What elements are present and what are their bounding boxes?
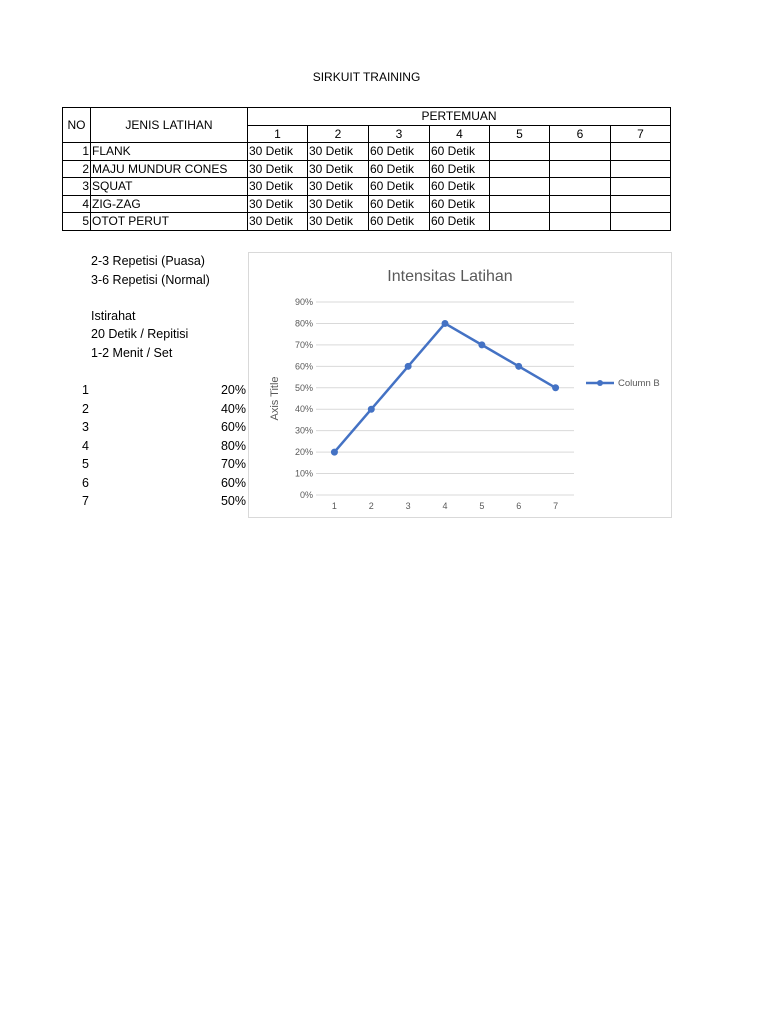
duration-cell: 60 Detik — [430, 143, 490, 161]
duration-cell: 30 Detik — [248, 160, 308, 178]
pertemuan-number: 2 — [308, 125, 369, 143]
no-header: NO — [63, 108, 91, 143]
duration-cell: 30 Detik — [308, 160, 369, 178]
duration-cell: 60 Detik — [369, 143, 430, 161]
x-tick-label: 1 — [331, 501, 337, 511]
note-istirahat: Istirahat — [91, 309, 136, 323]
y-tick-label: 60% — [294, 361, 313, 372]
intensity-level-value: 80% — [220, 438, 246, 453]
y-tick-label: 0% — [299, 490, 313, 500]
jenis-latihan-header: JENIS LATIHAN — [91, 108, 248, 143]
data-point — [368, 406, 374, 412]
y-tick-label: 30% — [294, 425, 313, 436]
intensity-chart[interactable] — [248, 252, 672, 518]
pertemuan-number: 7 — [611, 125, 671, 143]
data-point — [553, 385, 559, 391]
y-tick-label: 70% — [294, 339, 313, 350]
duration-cell: 30 Detik — [308, 213, 369, 231]
x-tick-label: 3 — [405, 501, 411, 511]
table-row — [63, 178, 671, 196]
intensity-level-value: 50% — [220, 494, 246, 508]
duration-cell — [490, 178, 550, 196]
duration-cell: 60 Detik — [369, 160, 430, 178]
pertemuan-number: 4 — [430, 125, 490, 143]
duration-cell: 30 Detik — [308, 195, 369, 213]
exercise-name: MAJU MUNDUR CONES — [91, 160, 248, 178]
note-menit-set: 1-2 Menit / Set — [91, 346, 173, 360]
duration-cell — [550, 195, 611, 213]
duration-cell — [550, 213, 611, 231]
legend-label: Column B — [618, 378, 660, 389]
pertemuan-number: 5 — [490, 125, 550, 143]
row-number: 1 — [63, 143, 91, 161]
exercise-name: FLANK — [91, 143, 248, 161]
intensity-level-value: 40% — [220, 401, 246, 416]
exercise-name: ZIG-ZAG — [91, 195, 248, 213]
intensity-level-number: 1 — [82, 383, 89, 397]
note-rep-normal: 3-6 Repetisi (Normal) — [91, 273, 210, 287]
row-number: 4 — [63, 195, 91, 213]
duration-cell — [611, 160, 671, 178]
row-number: 5 — [63, 213, 91, 231]
note-detik-repitisi: 20 Detik / Repitisi — [91, 327, 189, 341]
intensity-level-number: 5 — [82, 457, 89, 471]
intensity-level-number: 7 — [82, 494, 89, 508]
duration-cell: 60 Detik — [369, 213, 430, 231]
intensity-level-value: 20% — [220, 383, 246, 397]
header-row-1 — [63, 108, 671, 126]
page-title: SIRKUIT TRAINING — [312, 70, 421, 84]
data-point — [405, 363, 411, 369]
duration-cell — [611, 143, 671, 161]
duration-cell: 60 Detik — [369, 178, 430, 196]
intensity-level-number: 6 — [82, 475, 89, 490]
duration-cell — [550, 143, 611, 161]
intensity-level-value: 60% — [220, 475, 246, 490]
duration-cell — [490, 213, 550, 231]
duration-cell: 60 Detik — [430, 213, 490, 231]
legend-marker — [597, 380, 603, 386]
chart-title: Intensitas Latihan — [387, 268, 513, 285]
chart-svg — [249, 253, 671, 517]
data-point — [516, 363, 522, 369]
intensity-level-number: 3 — [82, 420, 89, 434]
duration-cell — [611, 195, 671, 213]
x-tick-label: 7 — [553, 501, 559, 511]
data-point — [331, 449, 337, 455]
x-tick-label: 5 — [479, 501, 485, 511]
duration-cell: 60 Detik — [369, 195, 430, 213]
exercise-name: SQUAT — [91, 178, 248, 196]
duration-cell — [490, 160, 550, 178]
y-tick-label: 50% — [294, 382, 313, 393]
duration-cell — [490, 195, 550, 213]
exercise-name: OTOT PERUT — [91, 213, 248, 231]
intensity-level-number: 4 — [82, 438, 89, 453]
duration-cell — [550, 160, 611, 178]
intensity-level-number: 2 — [82, 401, 89, 416]
y-tick-label: 80% — [294, 318, 313, 329]
row-number: 2 — [63, 160, 91, 178]
duration-cell: 30 Detik — [248, 143, 308, 161]
pertemuan-number: 6 — [550, 125, 611, 143]
duration-cell: 60 Detik — [430, 178, 490, 196]
data-point — [442, 320, 448, 326]
duration-cell: 60 Detik — [430, 195, 490, 213]
row-number: 3 — [63, 178, 91, 196]
data-point — [479, 342, 485, 348]
duration-cell: 30 Detik — [308, 143, 369, 161]
duration-cell — [611, 178, 671, 196]
duration-cell: 30 Detik — [248, 213, 308, 231]
duration-cell: 30 Detik — [248, 178, 308, 196]
pertemuan-number: 1 — [248, 125, 308, 143]
table-row — [63, 160, 671, 178]
duration-cell — [550, 178, 611, 196]
duration-cell — [490, 143, 550, 161]
duration-cell: 60 Detik — [430, 160, 490, 178]
x-tick-label: 4 — [442, 501, 448, 511]
pertemuan-number: 3 — [369, 125, 430, 143]
pertemuan-header: PERTEMUAN — [248, 108, 671, 126]
y-tick-label: 90% — [294, 297, 313, 307]
y-tick-label: 40% — [294, 404, 313, 415]
y-axis-title: Axis Title — [269, 376, 281, 421]
intensity-level-value: 60% — [220, 420, 246, 434]
table-row — [63, 143, 671, 161]
x-tick-label: 2 — [368, 501, 374, 511]
duration-cell — [611, 213, 671, 231]
x-tick-label: 6 — [516, 501, 522, 511]
intensity-level-value: 70% — [220, 457, 246, 471]
y-tick-label: 10% — [294, 468, 313, 479]
duration-cell: 30 Detik — [248, 195, 308, 213]
note-rep-puasa: 2-3 Repetisi (Puasa) — [91, 254, 205, 268]
y-tick-label: 20% — [294, 447, 313, 458]
table-row — [63, 195, 671, 213]
duration-cell: 30 Detik — [308, 178, 369, 196]
table-row — [63, 213, 671, 231]
training-table — [62, 107, 671, 231]
